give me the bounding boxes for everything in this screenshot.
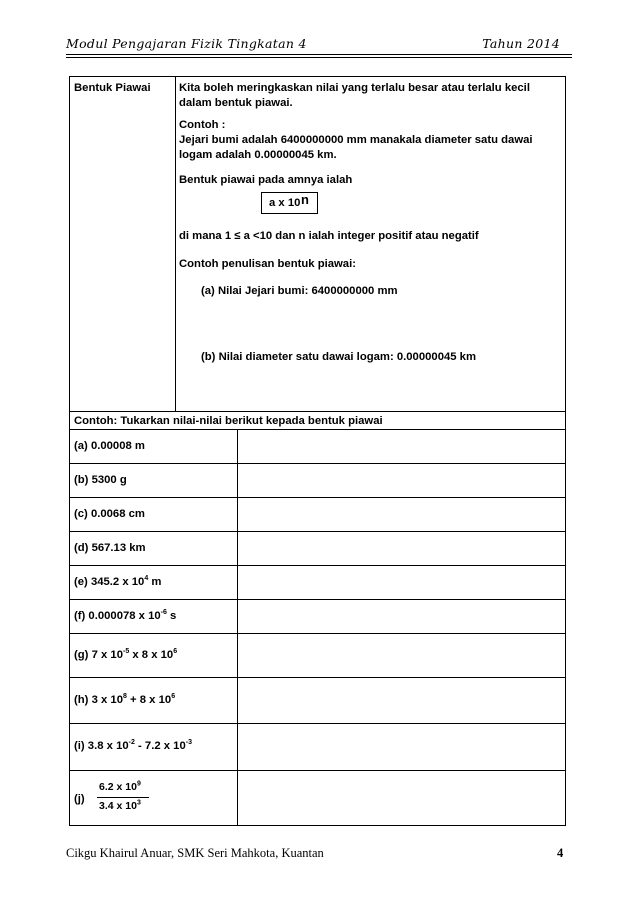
example-b: (b) Nilai diameter satu dawai logam: 0.00000045 km (201, 351, 477, 363)
item-j-fraction-bar (97, 797, 149, 798)
formula-base: a x 10 (269, 197, 301, 209)
row-divider (70, 497, 565, 498)
item-a: (a) 0.00008 m (74, 440, 145, 452)
header-year: Tahun 2014 (482, 36, 560, 51)
formula-box (261, 192, 318, 214)
section-label: Bentuk Piawai (74, 82, 151, 94)
column-divider-bottom (237, 429, 238, 825)
header-title: Modul Pengajaran Fizik Tingkatan 4 (66, 36, 307, 51)
example-a: (a) Nilai Jejari bumi: 6400000000 mm (201, 285, 398, 297)
item-j-numerator: 6.2 x $10^9$ (99, 780, 141, 793)
contoh-line-1: Jejari bumi adalah 6400000000 mm manakala diameter satu dawai (179, 134, 533, 146)
item-j-denominator: 3.4 x $10^3$ (99, 799, 141, 812)
row-divider (70, 677, 565, 678)
example-heading: Contoh penulisan bentuk piawai: (179, 258, 356, 270)
item-h: (h) 3 x $10^8 + 8$ x $10^6$ (74, 693, 176, 706)
row-divider (70, 565, 565, 566)
row-divider (70, 723, 565, 724)
content-table (69, 76, 566, 826)
row-divider (70, 770, 565, 771)
item-d: (d) 567.13 km (74, 542, 146, 554)
contoh-label: Contoh : (179, 119, 226, 131)
row-divider (70, 599, 565, 600)
footer-author: Cikgu Khairul Anuar, SMK Seri Mahkota, Kuantan (66, 846, 324, 860)
header-rule-2 (66, 57, 572, 58)
exercise-heading: Contoh: Tukarkan nilai-nilai berikut kepada bentuk piawai (74, 415, 383, 427)
row-divider (70, 463, 565, 464)
row-divider (70, 633, 565, 634)
contoh-line-2: logam adalah 0.00000045 km. (179, 149, 337, 161)
item-c: (c) 0.0068 cm (74, 508, 145, 520)
condition-text: di mana 1 ≤ a <10 dan n ialah integer positif atau negatif (179, 230, 479, 242)
item-e: (e) 345.2 x $10^4$ m (74, 575, 162, 588)
intro-line-2: dalam bentuk piawai. (179, 97, 293, 109)
row-divider (70, 531, 565, 532)
formula-exponent: n (301, 192, 309, 207)
item-b: (b) 5300 g (74, 474, 127, 486)
footer-page-number: 4 (557, 846, 564, 860)
row-divider (70, 429, 565, 430)
row-divider (70, 411, 565, 412)
item-j-label: (j) (74, 793, 85, 805)
item-f: (f) 0.000078 x $10^{-6}$ s (74, 609, 177, 622)
general-form-label: Bentuk piawai pada amnya ialah (179, 174, 353, 186)
item-g: (g) 7 x $10^{-5}$ x 8 x $10^6$ (74, 648, 178, 661)
column-divider-top (175, 77, 176, 411)
header-rule (66, 54, 572, 55)
intro-line-1: Kita boleh meringkaskan nilai yang terlalu besar atau terlalu kecil (179, 82, 530, 94)
item-i: (i) 3.8 x $10^{-2} - 7.2$ x $10^{-3}$ (74, 739, 192, 752)
